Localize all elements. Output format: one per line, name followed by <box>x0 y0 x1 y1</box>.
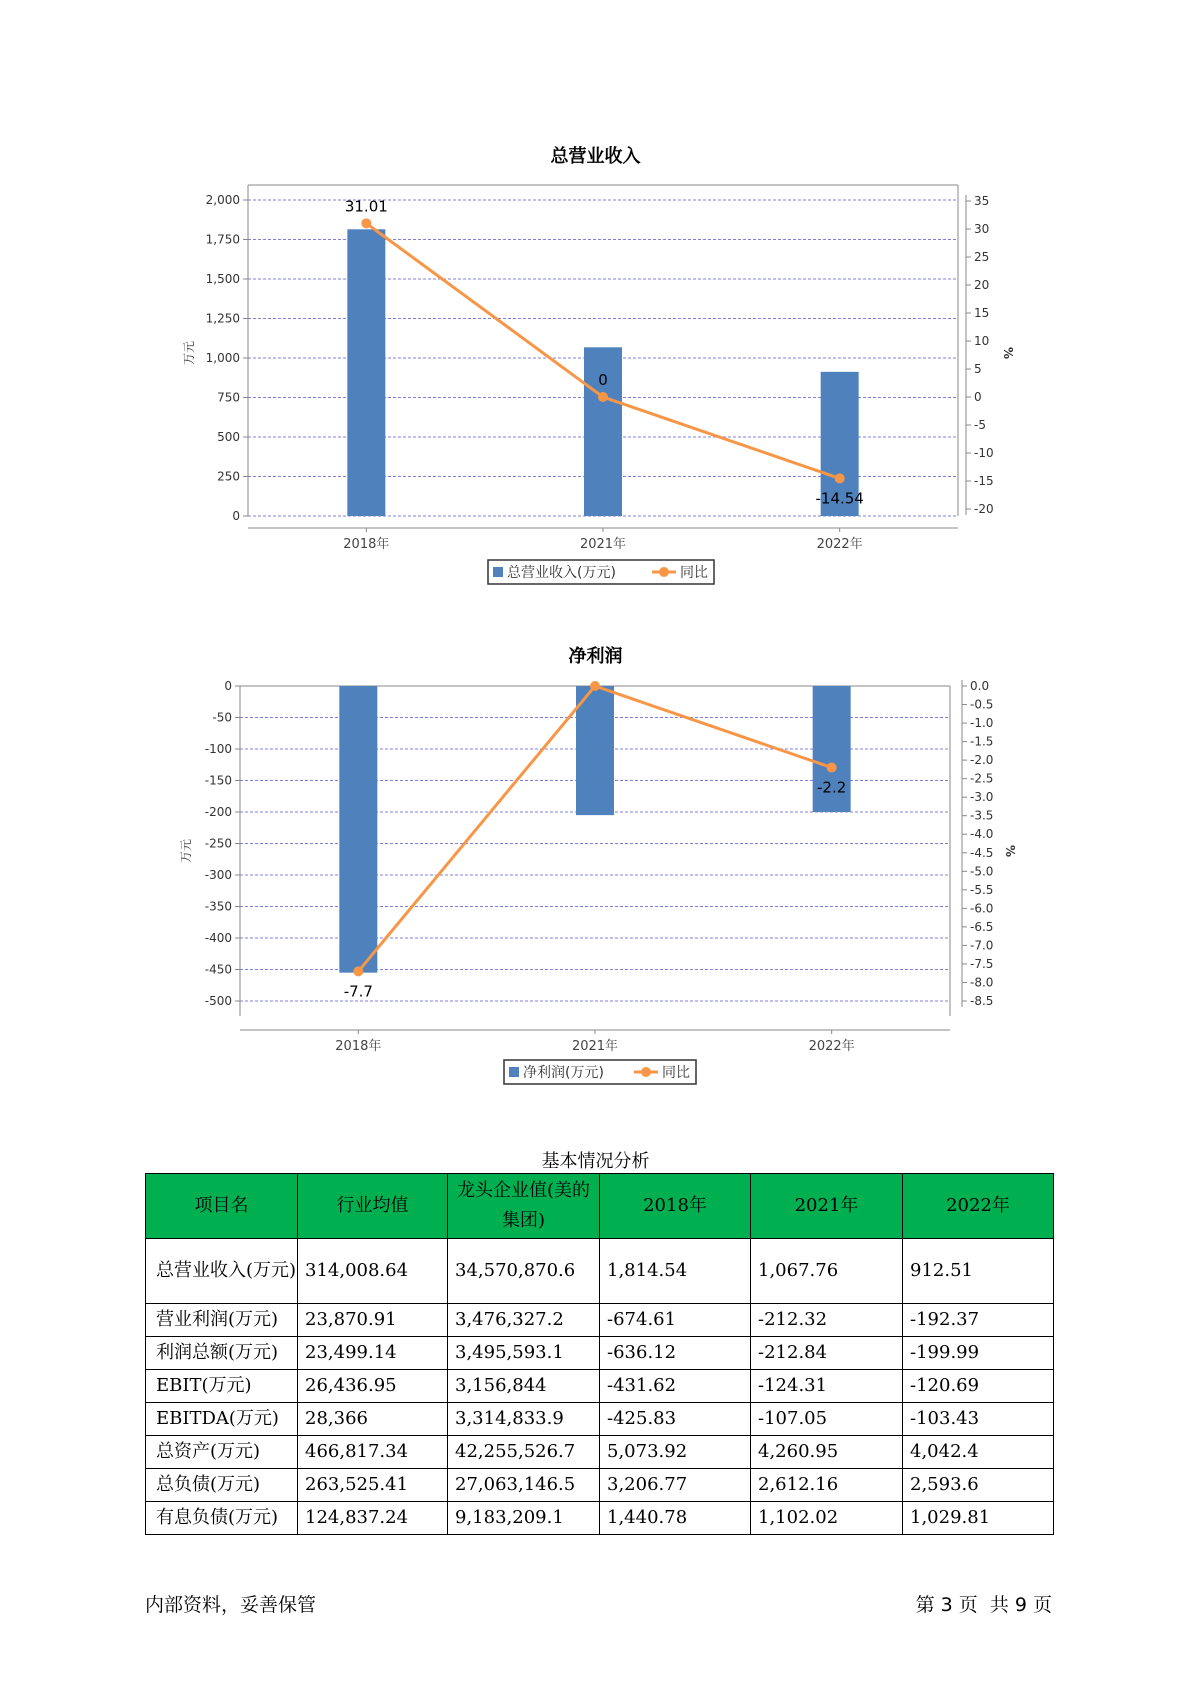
y-tick-label-right: 0 <box>974 390 982 404</box>
table-header-row <box>146 1174 1054 1239</box>
y-tick-label-left: -200 <box>204 805 232 819</box>
table-cell: 利润总额(万元) <box>146 1337 298 1370</box>
x-tick-label: 2021年 <box>571 1039 619 1054</box>
table-cell: 5,073.92 <box>600 1436 751 1469</box>
table-cell: -120.69 <box>903 1370 1054 1403</box>
y-axis-label-right: % <box>1001 346 1015 360</box>
legend-line-label: 同比 <box>662 1065 690 1081</box>
yoy-point <box>835 473 845 483</box>
table-cell: -212.84 <box>751 1337 903 1370</box>
bar <box>339 686 377 973</box>
y-tick-label-right: -10 <box>974 446 994 460</box>
yoy-point <box>827 763 837 773</box>
header-2021: 2021年 <box>751 1174 903 1239</box>
yoy-point <box>590 681 600 691</box>
y-tick-label-right: -3.5 <box>970 808 994 823</box>
legend-line-marker <box>641 1067 651 1077</box>
table-cell: 3,156,844 <box>448 1370 600 1403</box>
y-axis-label-left: 万元 <box>182 340 196 366</box>
y-tick-label-right: -7.5 <box>970 956 994 971</box>
y-tick-label-right: -5.5 <box>970 882 994 897</box>
header-item-name: 项目名 <box>146 1174 298 1239</box>
table-cell: 23,499.14 <box>298 1337 448 1370</box>
table-cell: 2,612.16 <box>751 1469 903 1502</box>
table-cell: 总负债(万元) <box>146 1469 298 1502</box>
table-cell: EBITDA(万元) <box>146 1403 298 1436</box>
table-cell: -431.62 <box>600 1370 751 1403</box>
y-tick-label-right: -20 <box>974 502 994 516</box>
table-cell: 3,476,327.2 <box>448 1304 600 1337</box>
table-cell: 3,314,833.9 <box>448 1403 600 1436</box>
y-tick-label-left: -100 <box>204 742 232 756</box>
table-cell: 1,029.81 <box>903 1502 1054 1535</box>
y-tick-label-right: -4.5 <box>970 845 994 860</box>
y-tick-label-right: -2.0 <box>970 753 994 768</box>
table-cell: 营业利润(万元) <box>146 1304 298 1337</box>
table-cell: 466,817.34 <box>298 1436 448 1469</box>
table-row <box>146 1436 1054 1469</box>
y-tick-label-right: -6.0 <box>970 901 994 916</box>
table-cell: 3,206.77 <box>600 1469 751 1502</box>
table-cell: 2,593.6 <box>903 1469 1054 1502</box>
y-tick-label-left: -150 <box>204 773 232 788</box>
y-tick-label-right: -8.0 <box>970 975 994 990</box>
chart1-title: 总营业收入 <box>550 146 641 167</box>
y-tick-label-left: 500 <box>217 430 240 444</box>
table-cell: 27,063,146.5 <box>448 1469 600 1502</box>
y-tick-label-left: -400 <box>204 931 232 945</box>
yoy-data-label: 0 <box>598 371 608 389</box>
y-tick-label-left: 1,000 <box>205 351 240 365</box>
footer-page-number: 第 3 页 共 9 页 <box>915 1594 1052 1616</box>
revenue-chart <box>0 170 1191 620</box>
table-cell: 1,067.76 <box>751 1239 903 1304</box>
y-tick-label-left: -350 <box>204 899 232 914</box>
table-row <box>146 1403 1054 1436</box>
y-tick-label-left: 0 <box>232 509 240 523</box>
table-row <box>146 1502 1054 1535</box>
y-tick-label-left: -300 <box>204 868 232 882</box>
y-tick-label-right: -8.5 <box>970 994 994 1008</box>
y-tick-label-left: -50 <box>212 710 232 725</box>
y-tick-label-right: 10 <box>974 334 990 348</box>
y-tick-label-left: 2,000 <box>205 193 240 207</box>
y-axis-label-left: 万元 <box>179 838 193 864</box>
header-2022: 2022年 <box>903 1174 1054 1239</box>
table-cell: 23,870.91 <box>298 1304 448 1337</box>
yoy-point <box>598 392 608 402</box>
table-cell: -212.32 <box>751 1304 903 1337</box>
table-cell: -192.37 <box>903 1304 1054 1337</box>
table-cell: 26,436.95 <box>298 1370 448 1403</box>
header-industry-avg: 行业均值 <box>298 1174 448 1239</box>
yoy-data-label: -14.54 <box>815 489 864 508</box>
legend-bar-label: 净利润(万元) <box>523 1065 604 1081</box>
yoy-data-label: 31.01 <box>344 197 388 216</box>
table-cell: -199.99 <box>903 1337 1054 1370</box>
table-row <box>146 1337 1054 1370</box>
y-tick-label-right: -2.5 <box>970 771 994 786</box>
table-cell: -636.12 <box>600 1337 751 1370</box>
y-tick-label-left: 750 <box>217 390 240 405</box>
y-tick-label-right: -1.5 <box>970 734 994 749</box>
x-tick-label: 2022年 <box>816 537 863 552</box>
table-cell: 1,102.02 <box>751 1502 903 1535</box>
y-tick-label-right: -5.0 <box>970 864 994 879</box>
y-tick-label-right: 20 <box>974 278 990 292</box>
y-tick-label-left: -250 <box>204 836 232 851</box>
yoy-data-label: -2.2 <box>817 778 847 797</box>
table-row <box>146 1370 1054 1403</box>
y-tick-label-right: -4.0 <box>970 827 994 842</box>
y-tick-label-left: 1,250 <box>205 311 240 326</box>
y-tick-label-right: -0.5 <box>970 697 994 712</box>
y-tick-label-right: -5 <box>974 418 986 432</box>
table-cell: 9,183,209.1 <box>448 1502 600 1535</box>
y-tick-label-left: -450 <box>204 962 232 977</box>
y-tick-label-right: 35 <box>974 194 990 208</box>
table-cell: 34,570,870.6 <box>448 1239 600 1304</box>
table-cell: EBIT(万元) <box>146 1370 298 1403</box>
y-tick-label-right: 5 <box>974 362 982 376</box>
legend-bar-label: 总营业收入(万元) <box>507 565 616 581</box>
y-tick-label-right: -15 <box>974 474 994 488</box>
y-tick-label-right: -7.0 <box>970 938 994 953</box>
table-cell: 4,260.95 <box>751 1436 903 1469</box>
x-tick-label: 2018年 <box>343 537 390 552</box>
y-tick-label-left: 1,500 <box>205 272 240 286</box>
table-caption: 基本情况分析 <box>541 1151 650 1172</box>
y-tick-label-right: -6.5 <box>970 919 994 934</box>
x-tick-label: 2022年 <box>808 1039 855 1054</box>
y-tick-label-left: -500 <box>204 994 232 1008</box>
legend-line-marker <box>659 567 669 577</box>
table-cell: -103.43 <box>903 1403 1054 1436</box>
table-row <box>146 1304 1054 1337</box>
table-cell: -107.05 <box>751 1403 903 1436</box>
table-cell: 263,525.41 <box>298 1469 448 1502</box>
table-cell: 总营业收入(万元) <box>146 1239 298 1304</box>
legend-line-label: 同比 <box>680 565 708 581</box>
yoy-point <box>353 966 363 976</box>
header-leader-value: 龙头企业值(美的集团) <box>448 1174 600 1239</box>
table-cell: 124,837.24 <box>298 1502 448 1535</box>
table-cell: 1,814.54 <box>600 1239 751 1304</box>
bar <box>347 229 385 516</box>
header-2018: 2018年 <box>600 1174 751 1239</box>
bar <box>576 686 614 815</box>
y-tick-label-right: 0.0 <box>970 679 990 693</box>
table-cell: 314,008.64 <box>298 1239 448 1304</box>
y-tick-label-right: 30 <box>974 222 990 236</box>
y-tick-label-left: 0 <box>224 679 232 693</box>
table-cell: 有息负债(万元) <box>146 1502 298 1535</box>
x-tick-label: 2021年 <box>579 537 627 552</box>
table-cell: 1,440.78 <box>600 1502 751 1535</box>
table-cell: 28,366 <box>298 1403 448 1436</box>
yoy-data-label: -7.7 <box>343 982 373 1001</box>
net-profit-chart <box>0 668 1191 1098</box>
y-tick-label-left: 1,750 <box>205 232 240 247</box>
x-tick-label: 2018年 <box>335 1039 382 1054</box>
table-cell: -124.31 <box>751 1370 903 1403</box>
table-row <box>146 1239 1054 1304</box>
yoy-point <box>361 218 371 228</box>
table-cell: 总资产(万元) <box>146 1436 298 1469</box>
basic-analysis-table <box>145 1173 1054 1535</box>
table-cell: 3,495,593.1 <box>448 1337 600 1370</box>
y-tick-label-right: 15 <box>974 306 990 320</box>
table-cell: 912.51 <box>903 1239 1054 1304</box>
legend-bar-swatch <box>509 1067 519 1077</box>
y-tick-label-left: 250 <box>217 469 240 484</box>
table-cell: -425.83 <box>600 1403 751 1436</box>
y-tick-label-right: -3.0 <box>970 790 994 805</box>
y-axis-label-right: % <box>1003 844 1017 858</box>
table-cell: 42,255,526.7 <box>448 1436 600 1469</box>
y-tick-label-right: -1.0 <box>970 716 994 731</box>
table-cell: 4,042.4 <box>903 1436 1054 1469</box>
chart2-title: 净利润 <box>568 646 623 667</box>
legend-bar-swatch <box>493 567 503 577</box>
table-cell: -674.61 <box>600 1304 751 1337</box>
footer-confidential: 内部资料，妥善保管 <box>145 1594 317 1616</box>
table-row <box>146 1469 1054 1502</box>
y-tick-label-right: 25 <box>974 250 990 264</box>
